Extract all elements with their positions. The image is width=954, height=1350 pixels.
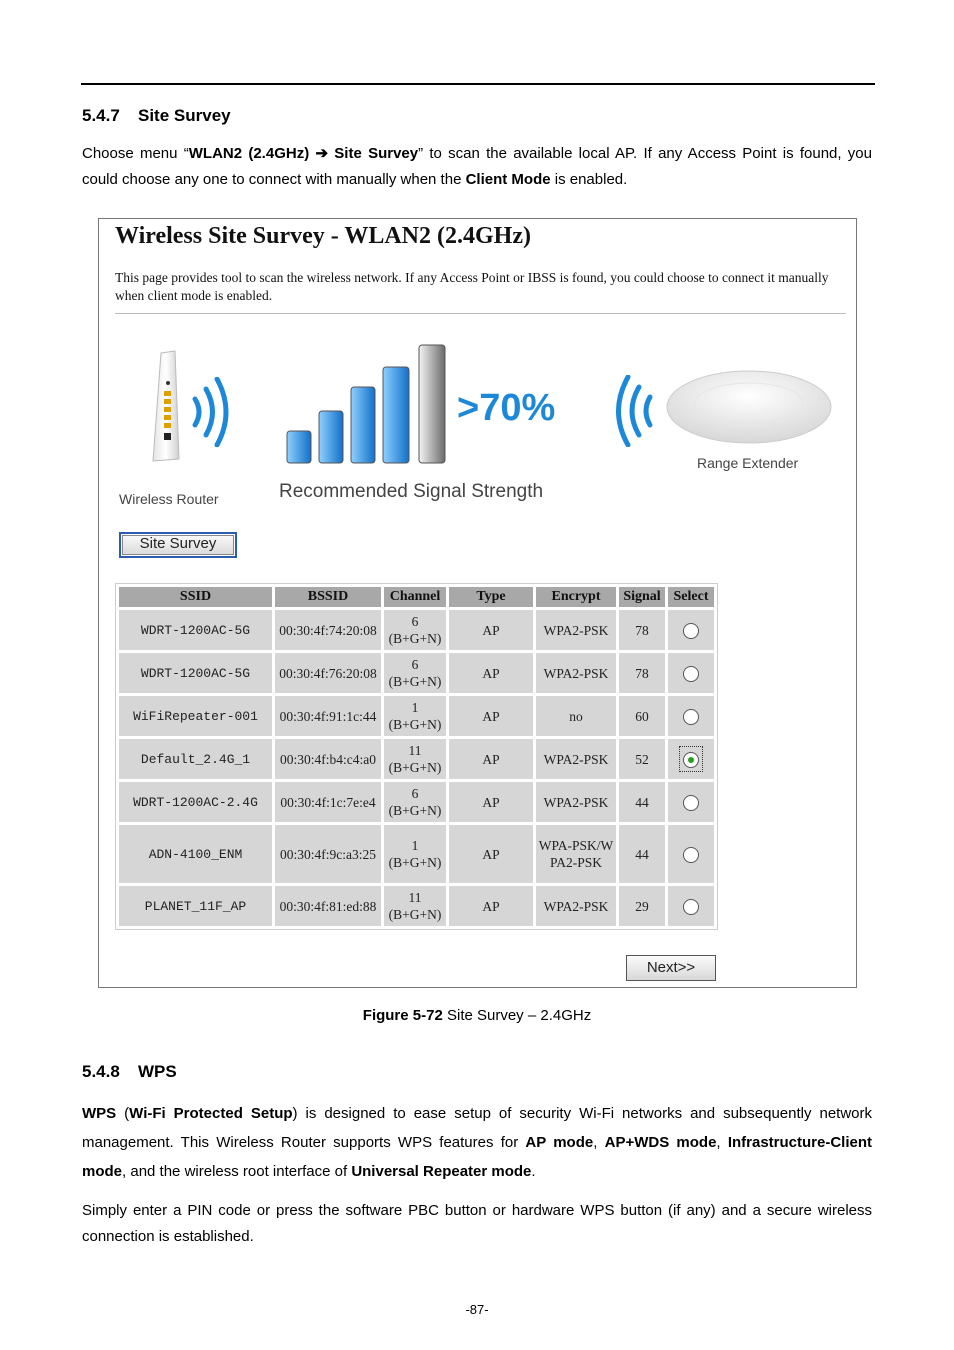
column-header-select: Select <box>668 587 714 607</box>
ssid-cell: WiFiRepeater-001 <box>119 696 272 736</box>
page-number: -87- <box>465 1302 489 1317</box>
text: ( <box>116 1105 130 1122</box>
encrypt-cell: WPA-PSK/WPA2-PSK <box>536 825 616 883</box>
bssid-cell: 00:30:4f:81:ed:88 <box>275 886 381 926</box>
ssid-cell: WDRT-1200AC-5G <box>119 610 272 650</box>
section-number: 5.4.7 <box>82 106 120 125</box>
menu-path-wlan2: WLAN2 (2.4GHz) <box>188 145 310 162</box>
column-header-ssid: SSID <box>119 587 272 607</box>
select-cell <box>668 782 714 822</box>
select-radio[interactable] <box>683 847 699 863</box>
channel-mode: (B+G+N) <box>388 717 442 732</box>
text: ” to scan the available local AP. If any Access Point is found, you could choose any one to connect with manually when the <box>82 145 872 188</box>
select-cell <box>668 653 714 693</box>
channel-cell <box>384 696 446 736</box>
menu-path-site-survey: Site Survey <box>334 145 419 162</box>
section-number: 5.4.8 <box>82 1062 120 1081</box>
text: is enabled. <box>550 171 628 188</box>
channel-mode: (B+G+N) <box>388 760 442 775</box>
table-row <box>119 825 714 883</box>
site-survey-table <box>115 583 718 930</box>
figure-text: Site Survey – 2.4GHz <box>442 1007 592 1024</box>
next-button[interactable]: Next>> <box>626 955 716 981</box>
table-row <box>119 739 714 779</box>
figure-caption <box>0 1007 954 1024</box>
signal-cell: 29 <box>619 886 665 926</box>
column-header-channel: Channel <box>384 587 446 607</box>
channel-number: 6 <box>411 657 419 672</box>
channel-number: 1 <box>411 838 419 853</box>
focus-outline <box>679 746 703 772</box>
select-cell <box>668 825 714 883</box>
signal-cell: 60 <box>619 696 665 736</box>
infrastructure-client-term: Infrastructure-Client mode <box>82 1134 872 1180</box>
arrow-icon: ➔ <box>309 145 335 162</box>
encrypt-cell: WPA2-PSK <box>536 739 616 779</box>
select-cell <box>668 739 714 779</box>
table-row <box>119 610 714 650</box>
type-cell: AP <box>449 653 533 693</box>
select-cell <box>668 696 714 736</box>
site-survey-button[interactable]: Site Survey <box>119 532 237 558</box>
extender-label: Range Extender <box>697 455 799 471</box>
channel-number: 11 <box>408 890 422 905</box>
channel-number: 6 <box>411 786 419 801</box>
text: , <box>716 1134 728 1151</box>
wps-expansion: Wi-Fi Protected Setup <box>129 1105 293 1122</box>
column-header-signal: Signal <box>619 587 665 607</box>
universal-repeater-term: Universal Repeater mode <box>351 1163 532 1180</box>
site-survey-paragraph <box>82 141 872 193</box>
column-header-type: Type <box>449 587 533 607</box>
router-label: Wireless Router <box>119 491 219 507</box>
section-title: WPS <box>138 1062 177 1081</box>
screenshot-title: Wireless Site Survey - WLAN2 (2.4GHz) <box>115 223 531 249</box>
bssid-cell: 00:30:4f:91:1c:44 <box>275 696 381 736</box>
divider <box>115 313 846 314</box>
ap-wds-mode-term: AP+WDS mode <box>604 1134 717 1151</box>
type-cell: AP <box>449 825 533 883</box>
text: Choose menu “ <box>82 145 189 162</box>
section-title: Site Survey <box>138 106 231 125</box>
select-radio[interactable] <box>683 666 699 682</box>
section-heading-wps <box>82 1062 177 1082</box>
channel-cell <box>384 825 446 883</box>
bssid-cell: 00:30:4f:9c:a3:25 <box>275 825 381 883</box>
site-survey-screenshot <box>98 218 857 988</box>
channel-number: 6 <box>411 614 419 629</box>
ssid-cell: PLANET_11F_AP <box>119 886 272 926</box>
signal-cell: 78 <box>619 610 665 650</box>
section-heading-site-survey <box>82 106 231 126</box>
wifi-waves-right-icon <box>189 377 234 447</box>
select-radio[interactable] <box>683 899 699 915</box>
channel-number: 11 <box>408 743 422 758</box>
column-header-encrypt: Encrypt <box>536 587 616 607</box>
type-cell: AP <box>449 696 533 736</box>
bssid-cell: 00:30:4f:74:20:08 <box>275 610 381 650</box>
text: , and the wireless root interface of <box>122 1163 352 1180</box>
text: . <box>531 1163 536 1180</box>
table-row <box>119 782 714 822</box>
figure-label: Figure 5-72 <box>362 1007 443 1024</box>
encrypt-cell: WPA2-PSK <box>536 782 616 822</box>
channel-cell <box>384 886 446 926</box>
select-cell <box>668 610 714 650</box>
wps-paragraph <box>82 1099 872 1186</box>
channel-cell <box>384 782 446 822</box>
signal-cell: 44 <box>619 782 665 822</box>
select-radio-selected[interactable] <box>683 752 699 768</box>
signal-strength-label: Recommended Signal Strength <box>279 481 544 502</box>
channel-mode: (B+G+N) <box>388 674 442 689</box>
signal-bars-icon <box>283 341 453 467</box>
select-radio[interactable] <box>683 795 699 811</box>
wps-term: WPS <box>82 1105 117 1122</box>
encrypt-cell: WPA2-PSK <box>536 653 616 693</box>
text: ) is designed to ease setup of security Wi-Fi networks and subsequently network management. This Wireless Router supports WPS features for <box>82 1105 872 1151</box>
bssid-cell: 00:30:4f:76:20:08 <box>275 653 381 693</box>
ap-mode-term: AP mode <box>525 1134 594 1151</box>
encrypt-cell: WPA2-PSK <box>536 610 616 650</box>
client-mode-term: Client Mode <box>465 171 551 188</box>
channel-mode: (B+G+N) <box>388 631 442 646</box>
select-radio[interactable] <box>683 709 699 725</box>
signal-cell: 78 <box>619 653 665 693</box>
encrypt-cell: no <box>536 696 616 736</box>
select-cell <box>668 886 714 926</box>
table-row <box>119 886 714 926</box>
column-header-bssid: BSSID <box>275 587 381 607</box>
channel-mode: (B+G+N) <box>388 855 442 870</box>
table-header-row <box>119 587 714 607</box>
bssid-cell: 00:30:4f:b4:c4:a0 <box>275 739 381 779</box>
header-rule <box>81 83 875 85</box>
text: , <box>593 1134 605 1151</box>
wifi-waves-left-icon <box>611 375 656 447</box>
channel-mode: (B+G+N) <box>388 907 442 922</box>
select-radio[interactable] <box>683 623 699 639</box>
signal-cell: 52 <box>619 739 665 779</box>
type-cell: AP <box>449 782 533 822</box>
channel-cell <box>384 653 446 693</box>
table-row <box>119 696 714 736</box>
range-extender-icon <box>665 369 835 449</box>
channel-cell <box>384 739 446 779</box>
ssid-cell: ADN-4100_ENM <box>119 825 272 883</box>
type-cell: AP <box>449 739 533 779</box>
type-cell: AP <box>449 886 533 926</box>
ssid-cell: Default_2.4G_1 <box>119 739 272 779</box>
encrypt-cell: WPA2-PSK <box>536 886 616 926</box>
channel-mode: (B+G+N) <box>388 803 442 818</box>
ssid-cell: WDRT-1200AC-2.4G <box>119 782 272 822</box>
screenshot-description: This page provides tool to scan the wireless network. If any Access Point or IBSS is found, you could choose to connect it manually when client mode is enabled. <box>115 270 829 303</box>
type-cell: AP <box>449 610 533 650</box>
channel-number: 1 <box>411 700 419 715</box>
signal-cell: 44 <box>619 825 665 883</box>
wps-instructions-paragraph: Simply enter a PIN code or press the software PBC button or hardware WPS button (if any) and a secure wireless connection is established. <box>82 1202 872 1245</box>
channel-cell <box>384 610 446 650</box>
signal-percent: >70% <box>457 387 556 429</box>
bssid-cell: 00:30:4f:1c:7e:e4 <box>275 782 381 822</box>
ssid-cell: WDRT-1200AC-5G <box>119 653 272 693</box>
table-row <box>119 653 714 693</box>
